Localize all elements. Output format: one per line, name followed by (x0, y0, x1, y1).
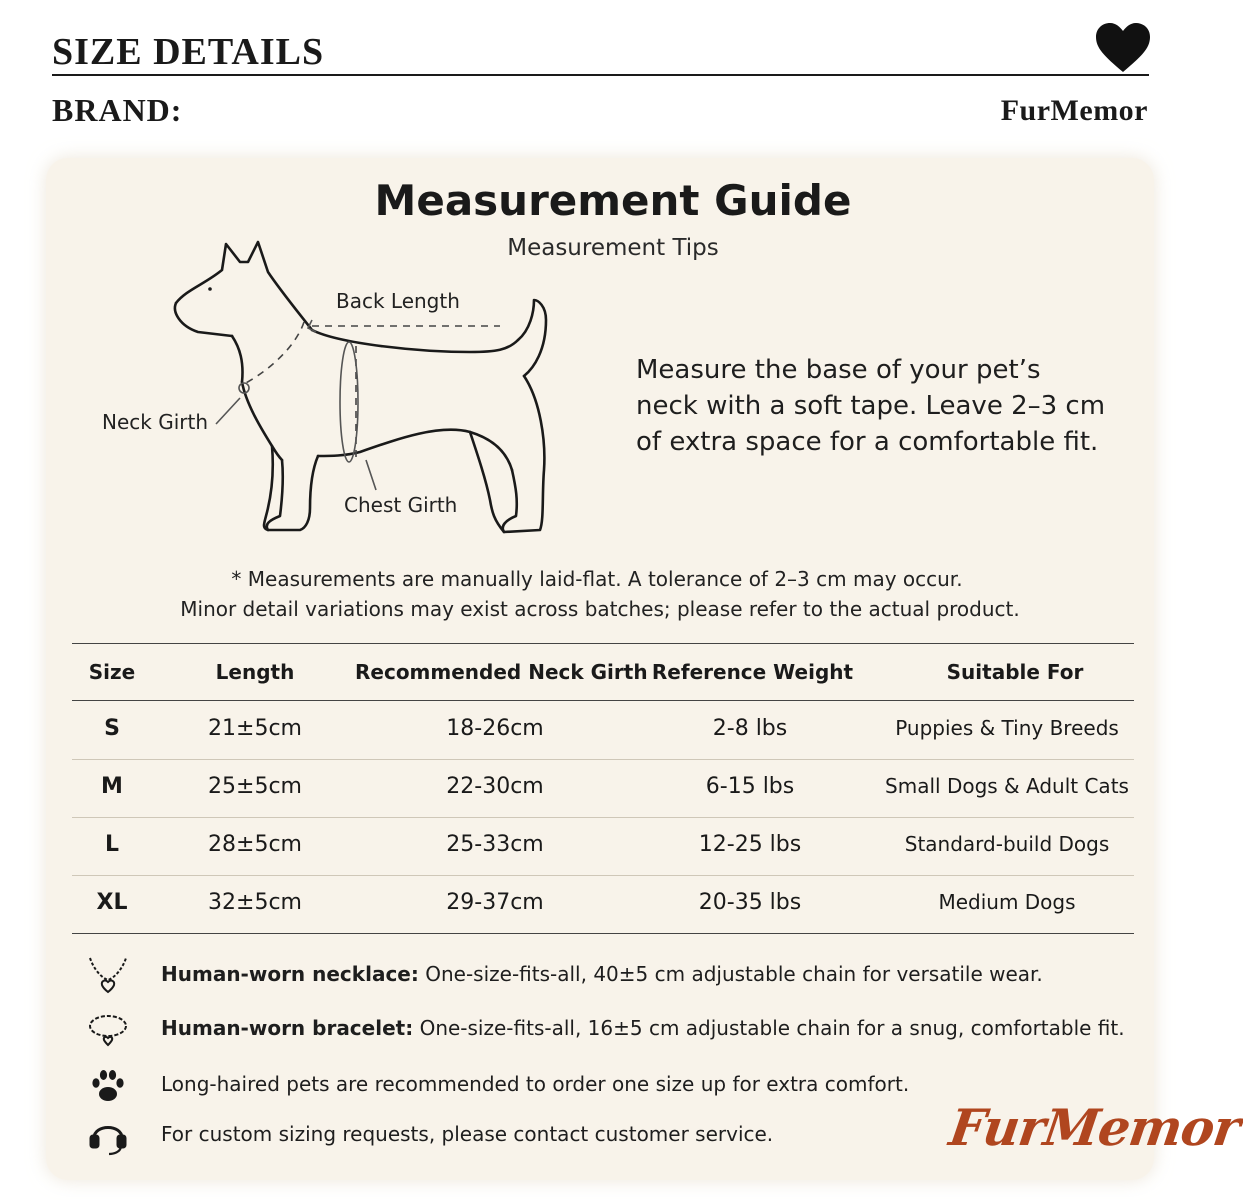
heart-icon[interactable] (1094, 22, 1152, 74)
table-row (0, 890, 1200, 920)
cell-suitable-for: Puppies & Tiny Breeds (895, 716, 1119, 740)
header-neck-girth: Recommended Neck Girth (355, 660, 648, 684)
header-size: Size (88, 660, 136, 684)
footnote-bracelet (78, 1006, 1158, 1052)
tip-line: neck with a soft tape. Leave 2–3 cm (636, 391, 1106, 421)
footnote-text: Human-worn bracelet: One-size-fits-all, 16±5 cm adjustable chain for a snug, comfortable fit. (161, 1016, 1125, 1040)
guide-title: Measurement Guide (374, 176, 852, 225)
footnote-text: Long-haired pets are recommended to order one size up for extra comfort. (161, 1072, 910, 1096)
table-bottom-rule (72, 933, 1134, 934)
paw-icon (84, 1064, 132, 1108)
table-top-rule (72, 643, 1134, 644)
tolerance-note: * Measurements are manually laid-flat. A tolerance of 2–3 cm may occur. (231, 567, 963, 591)
tip-line: of extra space for a comfortable fit. (636, 427, 1099, 457)
cell-size: XL (96, 890, 128, 915)
table-row (0, 832, 1200, 862)
cell-neck-girth: 22-30cm (446, 774, 544, 799)
cell-neck-girth: 29-37cm (446, 890, 544, 915)
brand-value: FurMemor (1000, 94, 1148, 127)
guide-subtitle: Measurement Tips (507, 235, 719, 261)
chest-girth-label: Chest Girth (344, 493, 458, 517)
variation-note: Minor detail variations may exist across batches; please refer to the actual product. (180, 597, 1020, 621)
header-length: Length (215, 660, 295, 684)
brand-logo: FurMemor (945, 1098, 1243, 1157)
cell-neck-girth: 25-33cm (446, 832, 544, 857)
row-divider (72, 817, 1134, 818)
cell-size: L (104, 832, 120, 857)
cell-length: 25±5cm (208, 774, 302, 799)
cell-suitable-for: Standard-build Dogs (904, 832, 1110, 856)
cell-weight: 6-15 lbs (705, 774, 795, 799)
cell-size: M (101, 774, 123, 799)
bracelet-icon (84, 1008, 132, 1052)
necklace-icon (84, 954, 132, 998)
table-header-row (0, 660, 1200, 690)
footnote-text: For custom sizing requests, please contact customer service. (161, 1122, 774, 1146)
measurement-tip (636, 352, 1136, 460)
brand-label: BRAND: (52, 92, 183, 128)
cell-length: 21±5cm (208, 716, 302, 741)
table-header-rule (72, 700, 1134, 701)
table-row (0, 774, 1200, 804)
neck-girth-label: Neck Girth (102, 410, 208, 434)
header-divider (52, 74, 1149, 76)
page-title: SIZE DETAILS (52, 31, 325, 73)
cell-suitable-for: Medium Dogs (938, 890, 1076, 914)
cell-suitable-for: Small Dogs & Adult Cats (885, 774, 1129, 798)
table-row (0, 716, 1200, 746)
cell-weight: 12-25 lbs (698, 832, 802, 857)
header-suitable-for: Suitable For (946, 660, 1084, 684)
cell-neck-girth: 18-26cm (446, 716, 544, 741)
footnote-necklace (78, 952, 1158, 998)
row-divider (72, 875, 1134, 876)
row-divider (72, 759, 1134, 760)
cell-length: 28±5cm (208, 832, 302, 857)
tip-line: Measure the base of your pet’s (636, 355, 1041, 385)
cell-length: 32±5cm (208, 890, 302, 915)
dog-measurement-diagram (90, 235, 570, 545)
footnote-text: Human-worn necklace: One-size-fits-all, 40±5 cm adjustable chain for versatile wear. (161, 962, 1043, 986)
cell-size: S (104, 716, 120, 741)
cell-weight: 20-35 lbs (698, 890, 802, 915)
back-length-label: Back Length (336, 289, 460, 313)
headset-icon (84, 1114, 132, 1158)
cell-weight: 2-8 lbs (712, 716, 788, 741)
header-weight: Reference Weight (651, 660, 854, 684)
